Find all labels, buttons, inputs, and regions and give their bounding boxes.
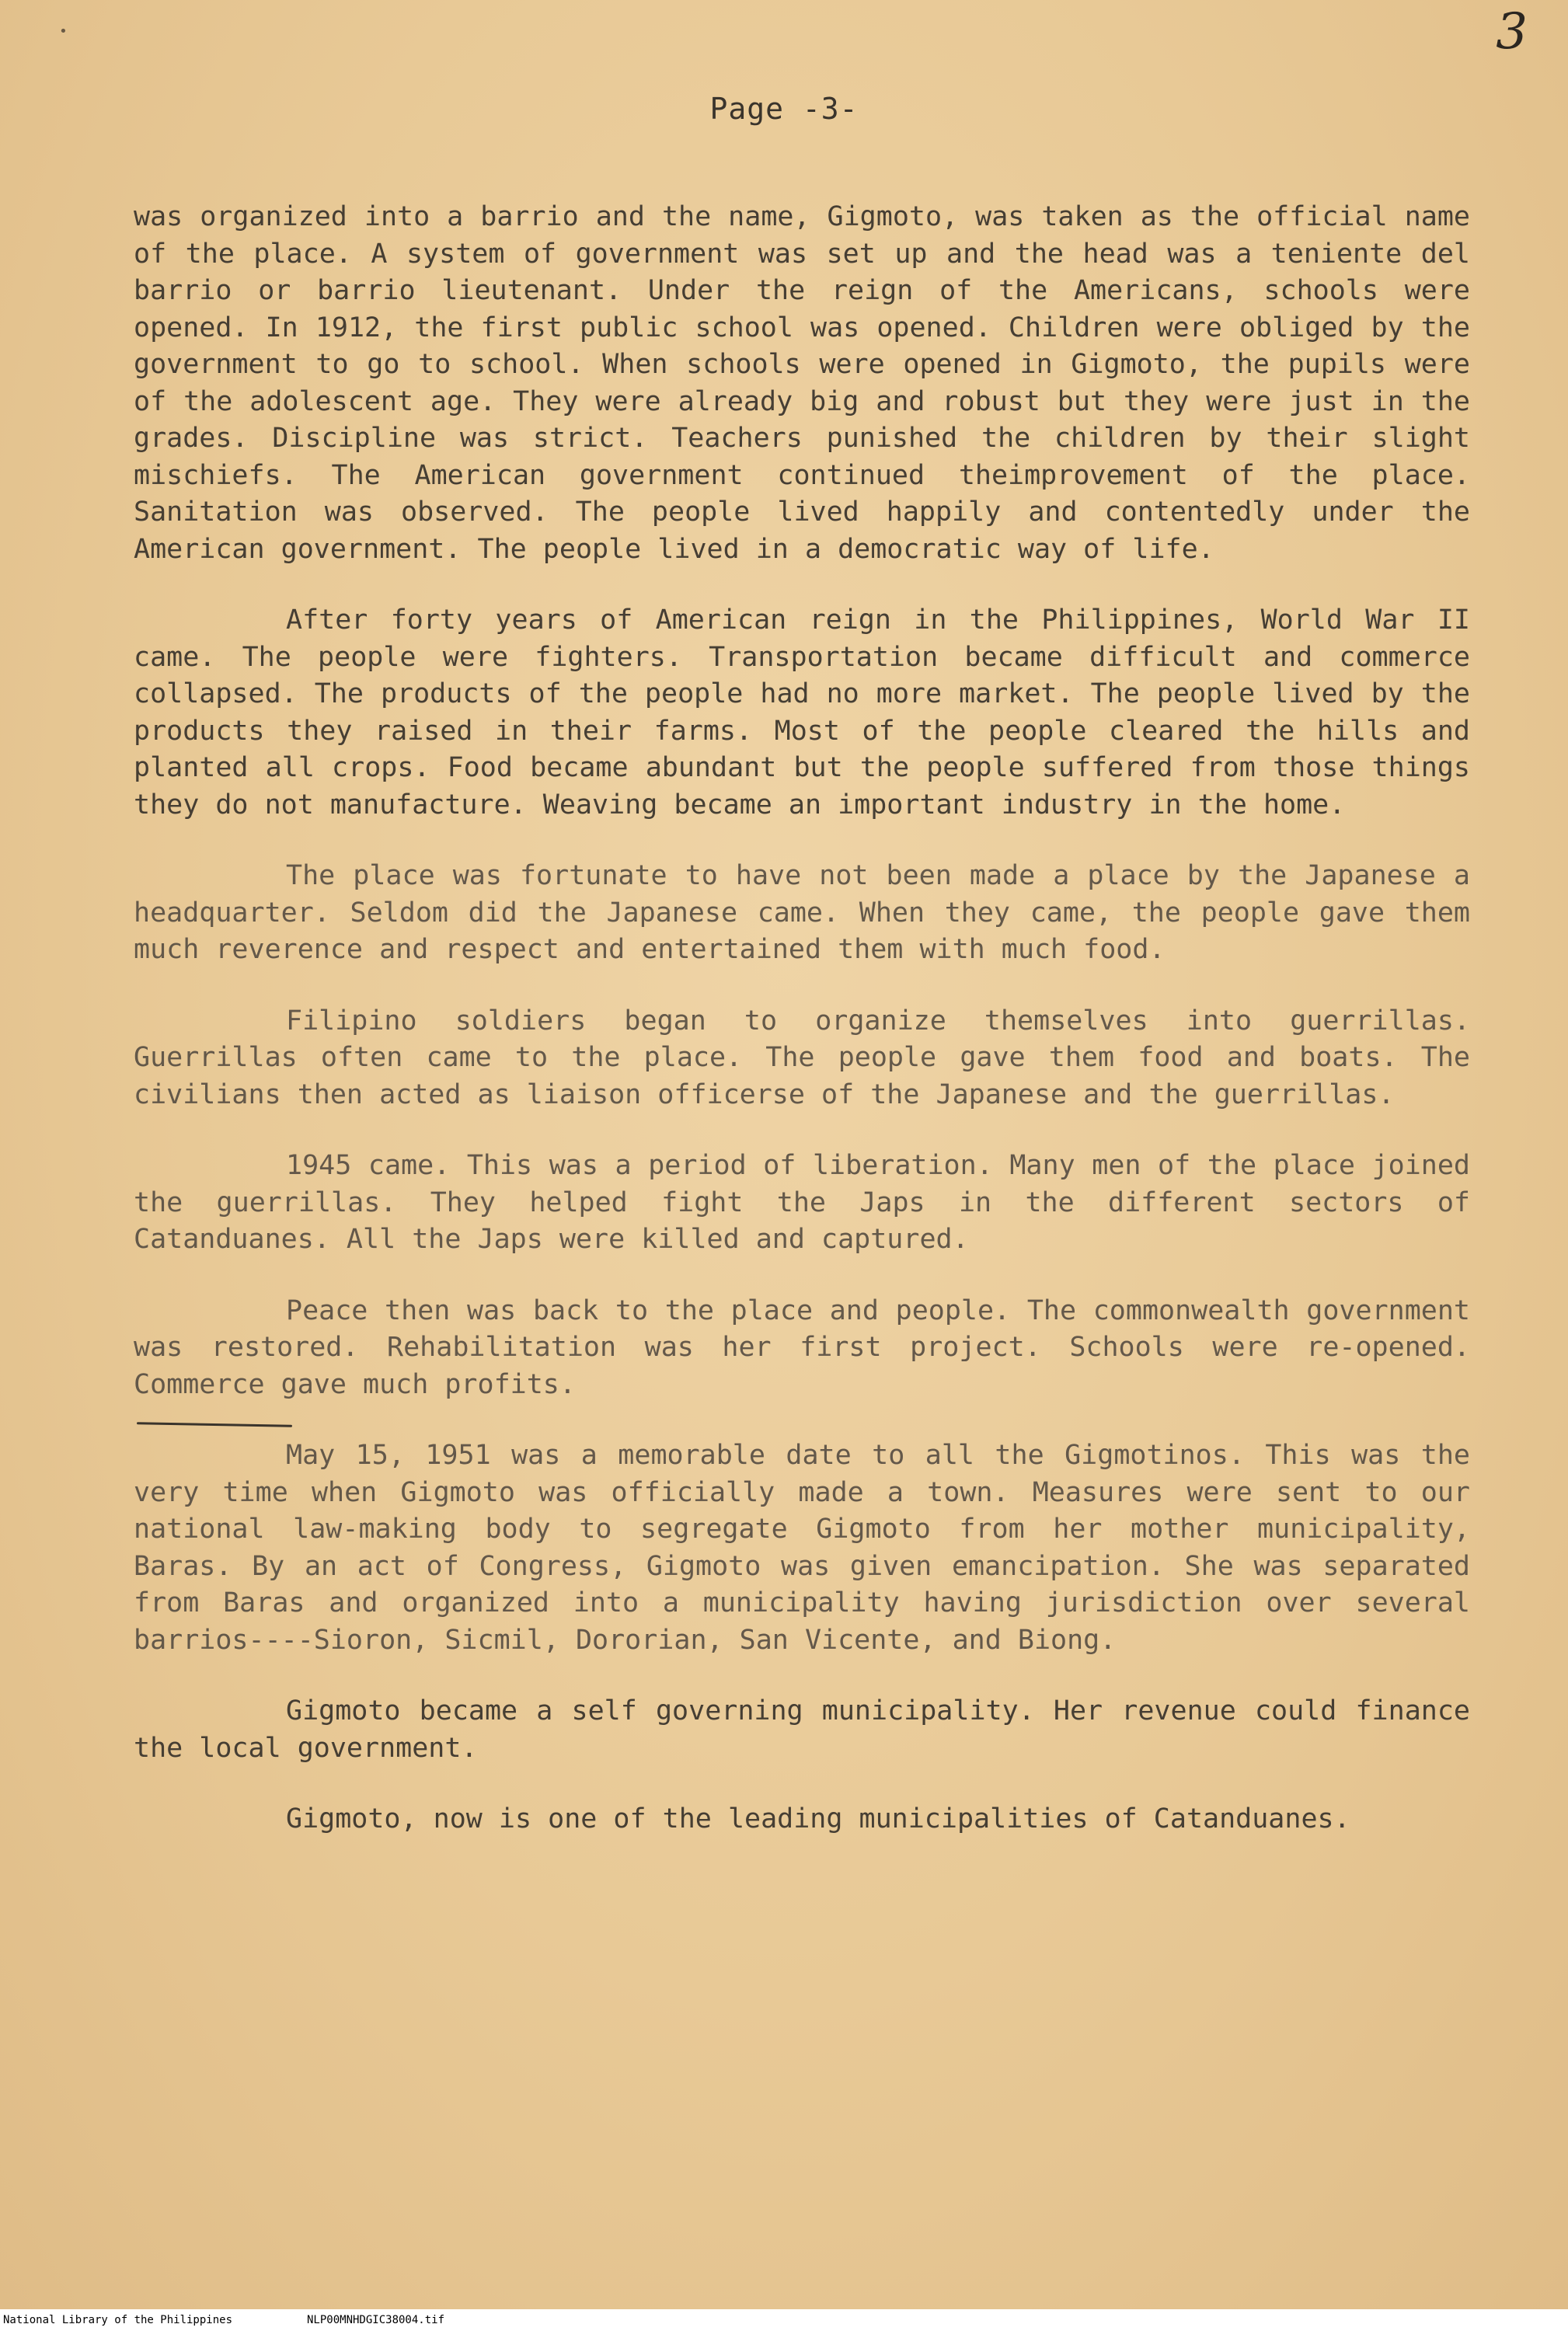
paragraph-2: After forty years of American reign in the Philippines, World War II came. The people were fighters. Transportation became difficult and commerce collapsed. The products of the people had no more market. The people lived by the products they raised in their farms. Most of the people cleared the hills and planted all crops. Food became abundant but the people suffered from those things they do not manufacture. Weaving became an important industry in the home. (134, 605, 1470, 821)
handwritten-page-number: 3 (1496, 3, 1528, 61)
paragraph-1: was organized into a barrio and the name, Gigmoto, was taken as the official name of the place. A system of government was set up and the head was a teniente del barrio or barrio lieutenant. Under the reign of the Americans, schools were opened. In 1912, the first public school was opened. Children were obliged by the government to go to school. When schools were opened in Gigmoto, the pupils were of the adolescent age. They were already big and robust but they were just in the grades. Discipline was strict. Teachers punished the children by their slight mischiefs. The American government continued theimprovement of the place. Sanitation was observed. The people lived happily and contentedly under the American government. The people lived in a democratic way of life. (134, 201, 1470, 565)
footer-file-id: NLP00MNHDGIC38004.tif (307, 2314, 445, 2326)
paragraph-6: Peace then was back to the place and people. The commonwealth government was restored. Rehabilitation was her first project. Schools were re-opened. Commerce gave much profits. (134, 1294, 1470, 1400)
paragraph-7: May 15, 1951 was a memorable date to all the Gigmotinos. This was the very time when Gigmoto was officially made a town. Measures were sent to our national law-making body to segregate Gigmoto from her mother municipality, Baras. By an act of Congress, Gigmoto was given emancipation. She was separated from Baras and organized into a municipality having jurisdiction over several barrios----Sioron, Sicmil, Dororian, San Vicente, and Biong. (134, 1440, 1470, 1656)
paragraph-4: Filipino soldiers began to organize themselves into guerrillas. Guerrillas often came to the place. The people gave them food and boats. The civilians then acted as liaison officerse of the Japanese and the guerrillas. (134, 1005, 1470, 1110)
scan-footer (0, 2309, 1568, 2331)
page-header: Page -3- (709, 92, 859, 126)
paragraph-8: Gigmoto became a self governing municipality. Her revenue could finance the local government. (134, 1695, 1470, 1764)
footer-library-name: National Library of the Philippines (3, 2314, 233, 2326)
paragraph-5: 1945 came. This was a period of liberation. Many men of the place joined the guerrillas. They helped fight the Japs in the different sectors of Catanduanes. All the Japs were killed and captured. (134, 1150, 1470, 1255)
body-text (134, 199, 1470, 1873)
paragraph-3: The place was fortunate to have not been made a place by the Japanese a headquarter. Seldom did the Japanese came. When they came, the people gave them much reverence and respect and entertained them with much food. (134, 860, 1470, 965)
corner-mark: • (59, 23, 68, 40)
paragraph-9: Gigmoto, now is one of the leading municipalities of Catanduanes. (286, 1803, 1350, 1834)
